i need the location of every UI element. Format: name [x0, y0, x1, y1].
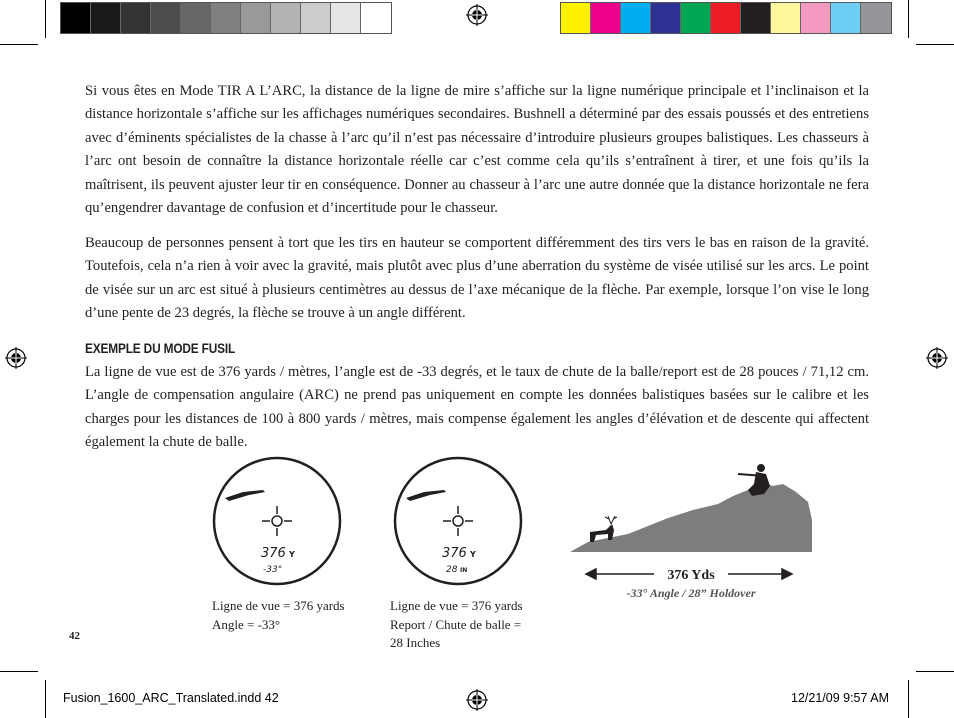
color-swatch [211, 3, 241, 33]
color-swatch [621, 3, 651, 33]
crop-mark [908, 680, 909, 718]
color-swatch [681, 3, 711, 33]
color-swatch [61, 3, 91, 33]
color-swatch [591, 3, 621, 33]
section-heading: EXEMPLE DU MODE FUSIL [85, 341, 236, 356]
process-color-bar [560, 2, 892, 34]
caption-line: Ligne de vue = 376 yards [390, 598, 523, 613]
crop-mark [45, 0, 46, 38]
color-swatch [151, 3, 181, 33]
color-swatch [771, 3, 801, 33]
color-swatch [361, 3, 391, 33]
registration-mark-icon [926, 347, 948, 369]
paragraph-text: Si vous êtes en Mode TIR A L’ARC, la distance de la ligne de mire s’affiche sur la ligne numérique principale et l’inclinaison et la distance horizontale s’affiche sur les affichages numériques secondaires. Bushnell a déterminé par des essais poussés et des entretiens avec d’éminents spécialistes de la chasse à l’arc qu’il n’est pas nécessaire d’introduire plusieurs groupes balistiques. Les chasseurs à l’arc ont besoin de connaître la distance horizontale réelle car c’est comme cela qu’ils s’entraînent à tirer, et une fois qu’ils la maîtrisent, ils peuvent ajuster leur tir en conséquence. Donner au chasseur à l’arc une autre donnée que la distance horizontale ne fera qu’engendrer davantage de confusion et d’incertitude pour le chasseur. [85, 83, 869, 217]
main-range-unit: Y [470, 550, 476, 559]
main-range-readout: 376 [442, 546, 467, 561]
holdover-readout: 28 [446, 565, 458, 575]
registration-mark-icon [5, 347, 27, 369]
crop-mark [916, 44, 954, 45]
scope2-caption [390, 597, 523, 653]
gray-color-bar [60, 2, 392, 34]
color-swatch [831, 3, 861, 33]
registration-mark-icon [466, 4, 488, 26]
paragraph-text: Beaucoup de personnes pensent à tort que les tirs en hauteur se comportent différemment des tirs vers le bas en raison de la gravité. Toutefois, cela n’a rien à voir avec la gravité, mais plutôt avec plus d’une aberration du système de visée utilisé sur les arcs. Le point de visée sur un arc est situé à plusieurs centimètres au dessus de l’axe mécanique de la flèche. Par exemple, lorsque l’on vise le long d’une pente de 23 degrés, la flèche se trouve à un angle différent. [85, 235, 869, 322]
color-swatch [241, 3, 271, 33]
scope-display-holdover [392, 455, 524, 587]
scope-display-angle [211, 455, 343, 587]
crop-mark [45, 680, 46, 718]
color-swatch [271, 3, 301, 33]
color-swatch [651, 3, 681, 33]
hunting-slope-illustration [568, 460, 816, 610]
crop-mark [916, 671, 954, 672]
paragraph-archery-mode [85, 80, 869, 220]
slug-filename: Fusion_1600_ARC_Translated.indd 42 [63, 691, 279, 705]
color-swatch [741, 3, 771, 33]
angle-holdover-label: -33° Angle / 28” Holdover [626, 586, 756, 600]
color-swatch [561, 3, 591, 33]
color-swatch [181, 3, 211, 33]
angle-readout: -33° [263, 565, 283, 575]
caption-line: 28 Inches [390, 635, 441, 650]
paragraph-rifle-mode [85, 361, 869, 455]
color-swatch [331, 3, 361, 33]
distance-label: 376 Yds [667, 568, 715, 583]
caption-line: Ligne de vue = 376 yards [212, 598, 345, 613]
color-swatch [801, 3, 831, 33]
color-swatch [91, 3, 121, 33]
holdover-unit: IN [460, 567, 468, 574]
color-swatch [711, 3, 741, 33]
main-range-unit: Y [289, 550, 295, 559]
color-swatch [861, 3, 891, 33]
main-range-readout: 376 [261, 546, 286, 561]
paragraph-text: La ligne de vue est de 376 yards / mètres, l’angle est de -33 degrés, et le taux de chute de la balle/report est de 28 pouces / 71,12 cm. L’angle de compensation angulaire (ARC) ne prend pas uniquement en compte les données balistiques basées sur le calibre et les charges pour les distances de 100 à 800 yards / mètres, mais compense également les angles d’élévation et de descente qui affectent également la chute de balle. [85, 364, 869, 451]
color-swatch [301, 3, 331, 33]
hill-silhouette [570, 482, 812, 552]
page-number: 42 [69, 630, 80, 642]
crop-mark [0, 44, 38, 45]
hunter-icon [738, 464, 770, 496]
color-swatch [121, 3, 151, 33]
caption-line: Report / Chute de balle = [390, 616, 522, 632]
scope1-caption [212, 597, 345, 634]
caption-line: Angle = -33° [212, 616, 281, 632]
slug-timestamp: 12/21/09 9:57 AM [791, 691, 889, 705]
paragraph-gravity [85, 232, 869, 326]
registration-mark-icon [466, 689, 488, 711]
crop-mark [0, 671, 38, 672]
crop-mark [908, 0, 909, 38]
